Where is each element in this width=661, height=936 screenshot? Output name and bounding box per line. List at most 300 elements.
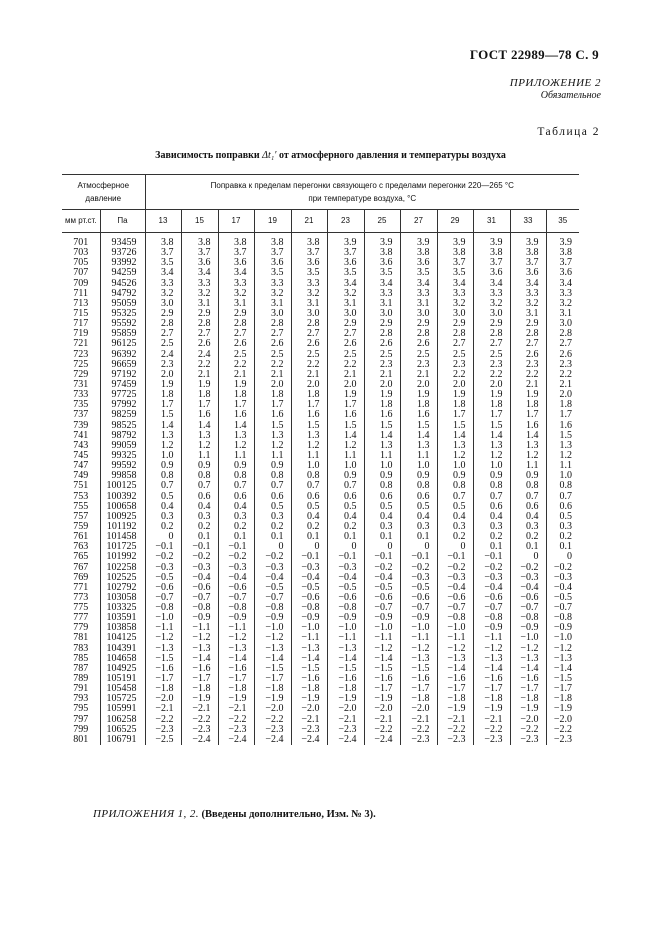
cell-correction: 3.1: [510, 309, 546, 319]
cell-correction: 1.2: [218, 441, 254, 451]
cell-correction: −2.0: [291, 704, 327, 714]
cell-correction: 1.5: [559, 429, 572, 441]
cell-correction: 0.2: [327, 522, 364, 532]
cell-correction: 1.2: [291, 441, 327, 451]
cell-correction: −2.3: [181, 725, 218, 735]
cell-correction: −2.1: [181, 704, 218, 714]
cell-correction: 2.8: [254, 319, 291, 329]
cell-correction: 1.3: [254, 431, 291, 441]
cell-correction: −1.2: [553, 642, 572, 654]
cell-correction: 2.0: [400, 380, 437, 390]
cell-correction: −0.1: [145, 542, 181, 552]
cell-correction: 0.9: [218, 461, 254, 471]
cell-correction: 1.5: [254, 421, 291, 431]
cell-correction: −0.8: [181, 603, 218, 613]
cell-pressure-pa: 95059: [100, 299, 145, 309]
cell-correction: −1.0: [400, 623, 437, 633]
cell-pressure-pa: 106791: [100, 735, 145, 745]
cell-correction: −0.6: [510, 593, 546, 603]
cell-correction: −0.8: [327, 603, 364, 613]
cell-correction: −2.3: [218, 725, 254, 735]
cell-correction: 0.6: [400, 492, 437, 502]
cell-correction: 3.4: [145, 268, 181, 278]
cell-pressure-mm: 745: [62, 451, 100, 461]
cell-correction: 1.2: [559, 449, 572, 461]
cell-correction: 3.8: [364, 248, 400, 258]
cell-correction: −1.1: [400, 633, 437, 643]
table-row: [62, 735, 579, 745]
cell-correction: 0: [254, 542, 291, 552]
cell-correction: 2.7: [254, 329, 291, 339]
cell-correction: −0.3: [145, 563, 181, 573]
cell-correction: 3.2: [559, 297, 572, 309]
cell-correction: 2.0: [145, 370, 181, 380]
cell-pressure-mm: 773: [62, 593, 100, 603]
cell-correction: 0.4: [437, 512, 473, 522]
cell-correction: 2.2: [559, 368, 572, 380]
cell-correction: 0.7: [437, 492, 473, 502]
cell-correction: −2.4: [218, 735, 254, 745]
cell-correction: 1.7: [181, 400, 218, 410]
cell-correction: −0.8: [218, 603, 254, 613]
cell-correction: 3.2: [181, 289, 218, 299]
cell-correction: −1.7: [254, 674, 291, 684]
cell-correction: 0.5: [145, 492, 181, 502]
caption-symbol: Δt₁′: [262, 150, 277, 161]
cell-correction: −2.2: [553, 723, 572, 735]
cell-correction: −1.4: [327, 654, 364, 664]
cell-pressure-pa: 101992: [100, 552, 145, 562]
footer-note: [93, 808, 376, 820]
cell-correction: −1.5: [254, 664, 291, 674]
table-body: [62, 233, 579, 746]
cell-pressure-mm: 799: [62, 725, 100, 735]
cell-correction: −0.4: [327, 573, 364, 583]
cell-correction: 3.0: [254, 309, 291, 319]
cell-correction: −0.6: [145, 583, 181, 593]
cell-correction: 1.9: [181, 380, 218, 390]
cell-correction: 2.0: [437, 380, 473, 390]
cell-correction: −2.3: [473, 735, 510, 745]
cell-correction: 2.9: [400, 319, 437, 329]
cell-correction: −1.4: [510, 664, 546, 674]
cell-correction: 0.8: [510, 481, 546, 491]
cell-correction: 0.1: [218, 532, 254, 542]
cell-correction: 2.0: [291, 380, 327, 390]
cell-correction: −2.2: [254, 715, 291, 725]
cell-correction: 3.7: [291, 248, 327, 258]
cell-correction: −0.2: [473, 563, 510, 573]
cell-correction: 3.4: [559, 277, 572, 289]
cell-pressure-pa: 105725: [100, 694, 145, 704]
cell-correction: −1.0: [145, 613, 181, 623]
head-temperature: 29: [437, 210, 473, 233]
cell-correction: 2.3: [145, 360, 181, 370]
cell-correction: 1.8: [473, 400, 510, 410]
cell-correction: −0.9: [473, 623, 510, 633]
cell-correction: 1.2: [327, 441, 364, 451]
cell-correction: −1.8: [473, 694, 510, 704]
cell-pressure-pa: 96125: [100, 339, 145, 349]
cell-correction: 3.0: [145, 299, 181, 309]
cell-correction: −2.3: [254, 725, 291, 735]
cell-pressure-mm: 765: [62, 552, 100, 562]
cell-correction: −2.4: [254, 735, 291, 745]
cell-correction: 1.8: [400, 400, 437, 410]
cell-pressure-pa: 93459: [100, 233, 145, 249]
cell-correction: 3.7: [145, 248, 181, 258]
cell-correction: 2.2: [327, 360, 364, 370]
cell-correction: 1.2: [437, 451, 473, 461]
cell-pressure-mm: 717: [62, 319, 100, 329]
head-temperature: 31: [473, 210, 510, 233]
page-header: ГОСТ 22989—78 С. 9: [469, 47, 599, 62]
cell-correction: 1.4: [181, 421, 218, 431]
cell-correction: 3.1: [364, 299, 400, 309]
cell-correction: 1.0: [437, 461, 473, 471]
cell-pressure-mm: 735: [62, 400, 100, 410]
cell-correction: 0.5: [437, 502, 473, 512]
cell-correction: −1.5: [327, 664, 364, 674]
cell-correction: 0.4: [400, 512, 437, 522]
cell-correction: −1.7: [400, 684, 437, 694]
cell-correction: 1.7: [559, 409, 572, 421]
cell-correction: 2.0: [364, 380, 400, 390]
cell-correction: 2.7: [510, 339, 546, 349]
cell-correction: 2.5: [291, 350, 327, 360]
cell-correction: −0.1: [400, 552, 437, 562]
cell-correction: 1.3: [291, 431, 327, 441]
cell-correction: 0.6: [327, 492, 364, 502]
cell-correction: 1.0: [400, 461, 437, 471]
cell-correction: −2.4: [291, 735, 327, 745]
cell-correction: 1.9: [473, 390, 510, 400]
cell-correction: 0: [437, 542, 473, 552]
cell-correction: 3.0: [291, 309, 327, 319]
cell-correction: 0.3: [559, 520, 572, 532]
cell-correction: 0.7: [327, 481, 364, 491]
cell-correction: 2.3: [559, 358, 572, 370]
cell-correction: 1.5: [327, 421, 364, 431]
head-pressure-line1: Атмосферное: [77, 181, 130, 190]
cell-correction: 0.2: [510, 532, 546, 542]
table-head: [62, 175, 579, 233]
cell-correction: 3.5: [145, 258, 181, 268]
cell-correction: 1.3: [473, 441, 510, 451]
cell-correction: −0.3: [437, 573, 473, 583]
cell-correction: 1.1: [400, 451, 437, 461]
cell-correction: −1.8: [181, 684, 218, 694]
cell-correction: 3.2: [291, 289, 327, 299]
cell-correction: −1.9: [510, 704, 546, 714]
cell-correction: −0.5: [400, 583, 437, 593]
cell-correction: 3.8: [254, 233, 291, 249]
cell-correction: 3.5: [254, 268, 291, 278]
cell-correction: −2.2: [400, 725, 437, 735]
head-temperature: 15: [181, 210, 218, 233]
cell-pressure-mm: 769: [62, 573, 100, 583]
caption-text-after: от атмосферного давления и температуры воздуха: [276, 150, 506, 161]
cell-correction: −1.1: [437, 633, 473, 643]
cell-pressure-pa: 103591: [100, 613, 145, 623]
cell-correction: 2.3: [510, 360, 546, 370]
cell-correction: 0.8: [437, 481, 473, 491]
cell-correction: −1.3: [145, 644, 181, 654]
cell-pressure-pa: 103858: [100, 623, 145, 633]
cell-correction: 3.6: [400, 258, 437, 268]
cell-correction: −1.6: [145, 664, 181, 674]
cell-correction: −0.7: [437, 603, 473, 613]
cell-correction: 2.2: [291, 360, 327, 370]
cell-correction: −1.1: [145, 623, 181, 633]
cell-correction: −0.3: [553, 571, 572, 583]
cell-pressure-mm: 703: [62, 248, 100, 258]
cell-correction: −0.1: [327, 552, 364, 562]
cell-correction: 1.1: [327, 451, 364, 461]
cell-correction: 0.7: [181, 481, 218, 491]
cell-correction: −0.8: [254, 603, 291, 613]
cell-correction: −0.9: [510, 623, 546, 633]
cell-correction: −0.2: [254, 552, 291, 562]
cell-correction: 0.9: [327, 471, 364, 481]
cell-correction: −0.5: [254, 583, 291, 593]
cell-correction: 0.9: [254, 461, 291, 471]
cell-correction: −2.5: [145, 735, 181, 745]
cell-correction: 3.0: [364, 309, 400, 319]
cell-correction: −1.8: [254, 684, 291, 694]
cell-pressure-mm: 785: [62, 654, 100, 664]
cell-correction: 1.5: [400, 421, 437, 431]
cell-correction: 1.6: [181, 410, 218, 420]
cell-correction: 2.1: [254, 370, 291, 380]
cell-correction: 0.3: [218, 512, 254, 522]
cell-correction: 2.1: [218, 370, 254, 380]
cell-correction: −1.9: [437, 704, 473, 714]
cell-correction: 1.1: [218, 451, 254, 461]
cell-pressure-pa: 95859: [100, 329, 145, 339]
cell-correction: −1.2: [218, 633, 254, 643]
cell-correction: −1.2: [473, 644, 510, 654]
cell-correction: 2.6: [291, 339, 327, 349]
cell-correction: −1.9: [364, 694, 400, 704]
cell-correction: 0.3: [181, 512, 218, 522]
cell-pressure-mm: 721: [62, 339, 100, 349]
cell-correction: −1.3: [181, 644, 218, 654]
footer-note-appendices: ПРИЛОЖЕНИЯ 1, 2.: [93, 808, 199, 820]
cell-correction: −2.2: [181, 715, 218, 725]
cell-correction: 3.0: [473, 309, 510, 319]
head-temperature: 19: [254, 210, 291, 233]
cell-pressure-mm: 715: [62, 309, 100, 319]
cell-correction: 2.7: [181, 329, 218, 339]
cell-correction: −0.3: [327, 563, 364, 573]
cell-pressure-mm: 771: [62, 583, 100, 593]
cell-correction: 1.8: [254, 390, 291, 400]
cell-correction: 0.1: [327, 532, 364, 542]
cell-correction: 0.7: [218, 481, 254, 491]
cell-correction: 1.4: [327, 431, 364, 441]
cell-pressure-pa: 96659: [100, 360, 145, 370]
cell-pressure-pa: 98259: [100, 410, 145, 420]
cell-correction: −0.3: [473, 573, 510, 583]
cell-correction: 2.8: [559, 328, 572, 340]
cell-correction: 3.1: [400, 299, 437, 309]
cell-pressure-pa: 105458: [100, 684, 145, 694]
cell-correction: 3.7: [437, 258, 473, 268]
cell-correction: −1.7: [145, 674, 181, 684]
cell-correction: 1.4: [364, 431, 400, 441]
cell-correction: 0.4: [145, 502, 181, 512]
cell-correction: −1.1: [364, 633, 400, 643]
cell-pressure-mm: 797: [62, 715, 100, 725]
head-temperature: 35: [558, 215, 568, 225]
cell-pressure-pa: 100925: [100, 512, 145, 522]
cell-correction: 2.5: [473, 350, 510, 360]
cell-correction: −0.5: [145, 573, 181, 583]
cell-correction: 1.0: [291, 461, 327, 471]
cell-correction: 2.1: [510, 380, 546, 390]
cell-correction: 1.9: [364, 390, 400, 400]
cell-correction: 0.6: [559, 500, 572, 512]
cell-correction: −2.0: [254, 704, 291, 714]
cell-correction: −0.6: [400, 593, 437, 603]
cell-correction: −1.3: [553, 652, 572, 664]
cell-correction: 0.1: [559, 541, 572, 553]
cell-pressure-mm: 743: [62, 441, 100, 451]
cell-correction: 0: [400, 542, 437, 552]
cell-correction: 1.7: [291, 400, 327, 410]
cell-correction: 2.1: [559, 378, 572, 390]
cell-pressure-mm: 709: [62, 279, 100, 289]
cell-correction: −1.9: [327, 694, 364, 704]
cell-pressure-mm: 749: [62, 471, 100, 481]
cell-correction: 1.3: [437, 441, 473, 451]
cell-correction: −0.9: [181, 613, 218, 623]
cell-correction: 1.7: [218, 400, 254, 410]
cell-correction: −2.3: [437, 735, 473, 745]
cell-correction: −1.2: [145, 633, 181, 643]
cell-correction: −1.6: [327, 674, 364, 684]
cell-correction: 0.3: [254, 512, 291, 522]
cell-correction: 0.8: [254, 471, 291, 481]
cell-correction: −2.2: [473, 725, 510, 735]
cell-correction: −2.1: [327, 715, 364, 725]
cell-correction: 2.9: [437, 319, 473, 329]
cell-correction: 0.2: [559, 531, 572, 543]
cell-correction: 2.6: [327, 339, 364, 349]
cell-correction: 3.8: [181, 233, 218, 249]
cell-correction: 1.7: [327, 400, 364, 410]
cell-correction: 2.9: [218, 309, 254, 319]
cell-correction: 1.1: [510, 461, 546, 471]
cell-correction: −1.0: [510, 633, 546, 643]
cell-pressure-mm: 741: [62, 431, 100, 441]
cell-correction: −0.9: [364, 613, 400, 623]
cell-correction: −1.6: [510, 674, 546, 684]
cell-correction: 1.7: [145, 400, 181, 410]
cell-correction: 1.6: [510, 421, 546, 431]
cell-correction: 3.4: [510, 279, 546, 289]
cell-correction: 0.6: [254, 492, 291, 502]
cell-pressure-mm: 759: [62, 522, 100, 532]
cell-correction: 2.3: [437, 360, 473, 370]
cell-correction: −0.7: [364, 603, 400, 613]
cell-correction: 1.3: [145, 431, 181, 441]
cell-correction: −1.3: [218, 644, 254, 654]
cell-correction: 2.0: [473, 380, 510, 390]
cell-correction: −2.2: [218, 715, 254, 725]
cell-pressure-pa: 100392: [100, 492, 145, 502]
cell-correction: 0.5: [291, 502, 327, 512]
cell-correction: 3.5: [437, 268, 473, 278]
cell-correction: 3.1: [254, 299, 291, 309]
cell-correction: −0.4: [364, 573, 400, 583]
cell-correction: 3.6: [364, 258, 400, 268]
cell-correction: 0.7: [145, 481, 181, 491]
cell-correction: −2.3: [291, 725, 327, 735]
cell-correction: −1.5: [400, 664, 437, 674]
cell-correction: 0.9: [364, 471, 400, 481]
cell-correction: −1.7: [510, 684, 546, 694]
cell-correction: 1.4: [145, 421, 181, 431]
cell-correction: −2.0: [364, 704, 400, 714]
cell-correction: 1.0: [145, 451, 181, 461]
cell-correction: −0.6: [218, 583, 254, 593]
cell-pressure-pa: 104391: [100, 644, 145, 654]
cell-correction: 2.7: [145, 329, 181, 339]
cell-pressure-pa: 101192: [100, 522, 145, 532]
cell-correction: −1.4: [553, 662, 572, 674]
cell-correction: 0.3: [437, 522, 473, 532]
cell-correction: 2.2: [510, 370, 546, 380]
table-head-row-2: [62, 210, 579, 233]
cell-correction: 0.1: [291, 532, 327, 542]
cell-correction: 0.1: [364, 532, 400, 542]
cell-correction: 1.8: [145, 390, 181, 400]
cell-correction: −1.0: [254, 623, 291, 633]
cell-correction: 0.3: [510, 522, 546, 532]
cell-correction: 0.4: [473, 512, 510, 522]
cell-pressure-pa: 95592: [100, 319, 145, 329]
cell-pressure-pa: 97192: [100, 370, 145, 380]
cell-correction: 3.3: [291, 279, 327, 289]
cell-correction: 1.8: [291, 390, 327, 400]
cell-correction: −1.1: [218, 623, 254, 633]
cell-pressure-pa: 104125: [100, 633, 145, 643]
cell-correction: −0.1: [437, 552, 473, 562]
cell-correction: −2.1: [473, 715, 510, 725]
cell-pressure-mm: 751: [62, 481, 100, 491]
cell-correction: −1.8: [291, 684, 327, 694]
cell-correction: 0.6: [181, 492, 218, 502]
cell-correction: 3.3: [145, 279, 181, 289]
cell-correction: 3.4: [437, 279, 473, 289]
cell-pressure-mm: 737: [62, 410, 100, 420]
cell-correction: −1.0: [364, 623, 400, 633]
cell-correction: 3.9: [364, 233, 400, 249]
cell-correction: −1.4: [364, 654, 400, 664]
cell-correction: −0.9: [553, 622, 572, 634]
cell-correction: 3.3: [473, 289, 510, 299]
cell-correction: 1.7: [473, 410, 510, 420]
cell-correction: 3.0: [559, 318, 572, 330]
cell-correction: 2.6: [254, 339, 291, 349]
cell-correction: 1.9: [218, 380, 254, 390]
cell-correction: 2.1: [400, 370, 437, 380]
cell-correction: −1.8: [553, 693, 572, 705]
cell-pressure-pa: 97725: [100, 390, 145, 400]
cell-correction: −2.0: [553, 713, 572, 725]
